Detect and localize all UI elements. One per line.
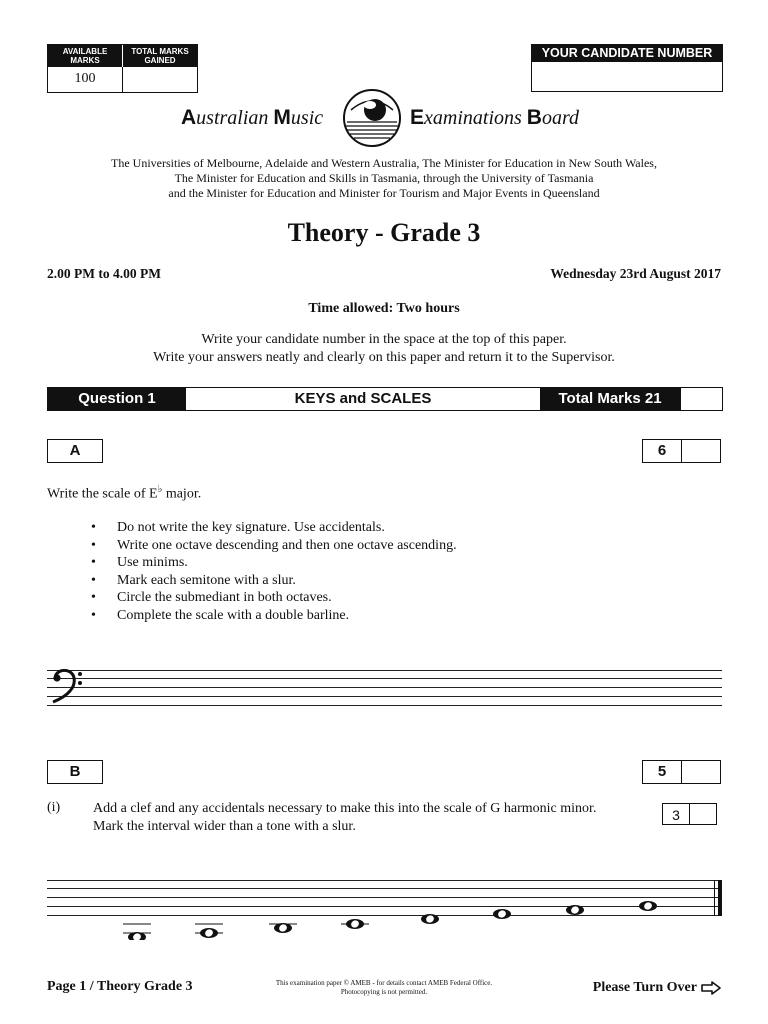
section-a-prompt-suffix: major. [162,486,202,502]
section-a-marks-field[interactable] [682,440,720,462]
section-a-marks [642,439,721,463]
candidate-number-box[interactable] [531,44,723,92]
section-a-bullet-list [91,519,457,624]
instructions [0,331,768,367]
universities-statement [0,156,768,201]
staff-line [47,670,722,671]
time-allowed: Time allowed: Two hours [308,301,460,316]
copyright-line-2: Photocopying is not permitted. [340,988,428,996]
section-a-marks-value: 6 [643,440,682,462]
note-5 [421,914,439,924]
note-8 [639,901,657,911]
list-item: • Circle the submediant in both octaves. [91,589,457,607]
instruction-line-1: Write your candidate number in the space at the top of this paper. [201,332,567,347]
scale-notes [47,880,722,940]
list-item: • Do not write the key signature. Use accidentals. [91,519,457,537]
part-i-marks [662,803,717,825]
part-i-line-2: Mark the interval wider than a tone with a slur. [93,819,356,834]
logo-oard: oard [541,107,580,129]
instruction-line-2: Write your answers neatly and clearly on this paper and return it to the Supervisor. [153,350,615,365]
section-b-marks-value: 5 [643,761,682,783]
section-a-prompt-text: Write the scale of E [47,486,158,502]
exam-time: 2.00 PM to 4.00 PM [47,266,161,281]
logo-letter-m: M [273,106,291,129]
question-total-marks: Total Marks 21 [540,388,680,410]
candidate-number-label: YOUR CANDIDATE NUMBER [532,45,722,62]
section-b-marks [642,760,721,784]
list-item: • Complete the scale with a double barline. [91,607,457,625]
page-title: Theory - Grade 3 [287,218,481,247]
available-marks-label: AVAILABLE MARKS [48,45,122,67]
note-6 [493,909,511,919]
section-a-prompt [47,484,201,503]
part-i-instructions [93,800,596,836]
logo-usic: usic [290,107,324,129]
logo-letter-a: A [181,106,197,129]
universities-line-3: and the Minister for Education and Minister for Tourism and Major Events in Queensland [168,186,600,200]
section-a-label: A [47,439,103,463]
ameb-emblem-icon [341,88,403,148]
available-marks-value: 100 [74,71,96,86]
ameb-logo-row [0,86,768,148]
question-number: Question 1 [48,388,186,410]
please-turn-over-text: Please Turn Over [592,980,697,995]
logo-text-right [410,106,579,130]
question-header-bar [47,387,723,411]
logo-xaminations: xaminations [424,107,522,129]
logo-text-left [181,106,323,130]
universities-line-2: The Minister for Education and Skills in Tasmania, through the University of Tasmania [174,171,594,185]
section-b-staff[interactable] [47,880,722,940]
universities-line-1: The Universities of Melbourne, Adelaide and Western Australia, The Minister for Education in New South Wales, [111,156,657,170]
bass-clef-icon [50,669,86,705]
please-turn-over[interactable] [593,980,721,996]
note-7 [566,905,584,915]
list-item: • Mark each semitone with a slur. [91,572,457,590]
copyright-line-1: This examination paper © AMEB - for details contact AMEB Federal Office. [275,979,493,987]
staff-line [47,696,722,697]
list-item: • Write one octave descending and then one octave ascending. [91,537,457,555]
note-2 [200,928,218,938]
exam-date: Wednesday 23rd August 2017 [550,266,721,281]
note-4 [346,919,364,929]
part-i-marks-value: 3 [662,803,690,825]
arrow-right-icon [701,981,721,995]
question-marks-field[interactable] [680,388,723,410]
footer-page-label: Page 1 / Theory Grade 3 [47,979,193,994]
staff-line [47,678,722,679]
staff-line [47,705,722,706]
question-topic: KEYS and SCALES [294,390,432,407]
logo-letter-b: B [526,106,542,129]
logo-letter-e: E [410,106,425,129]
part-i-line-1: Add a clef and any accidentals necessary to make this into the scale of G harmonic minor. [93,801,597,816]
list-item: • Use minims. [91,554,457,572]
total-marks-gained-label: TOTAL MARKS GAINED [122,45,197,67]
staff-line [47,687,722,688]
section-a-staff[interactable] [47,670,722,706]
logo-ustralian: ustralian [196,107,269,129]
flat-sign: ♭ [157,484,163,495]
part-i-number: (i) [47,800,61,815]
section-b-marks-field[interactable] [682,761,720,783]
section-b-label: B [47,760,103,784]
note-3 [274,923,292,933]
part-i-marks-field[interactable] [690,803,717,825]
